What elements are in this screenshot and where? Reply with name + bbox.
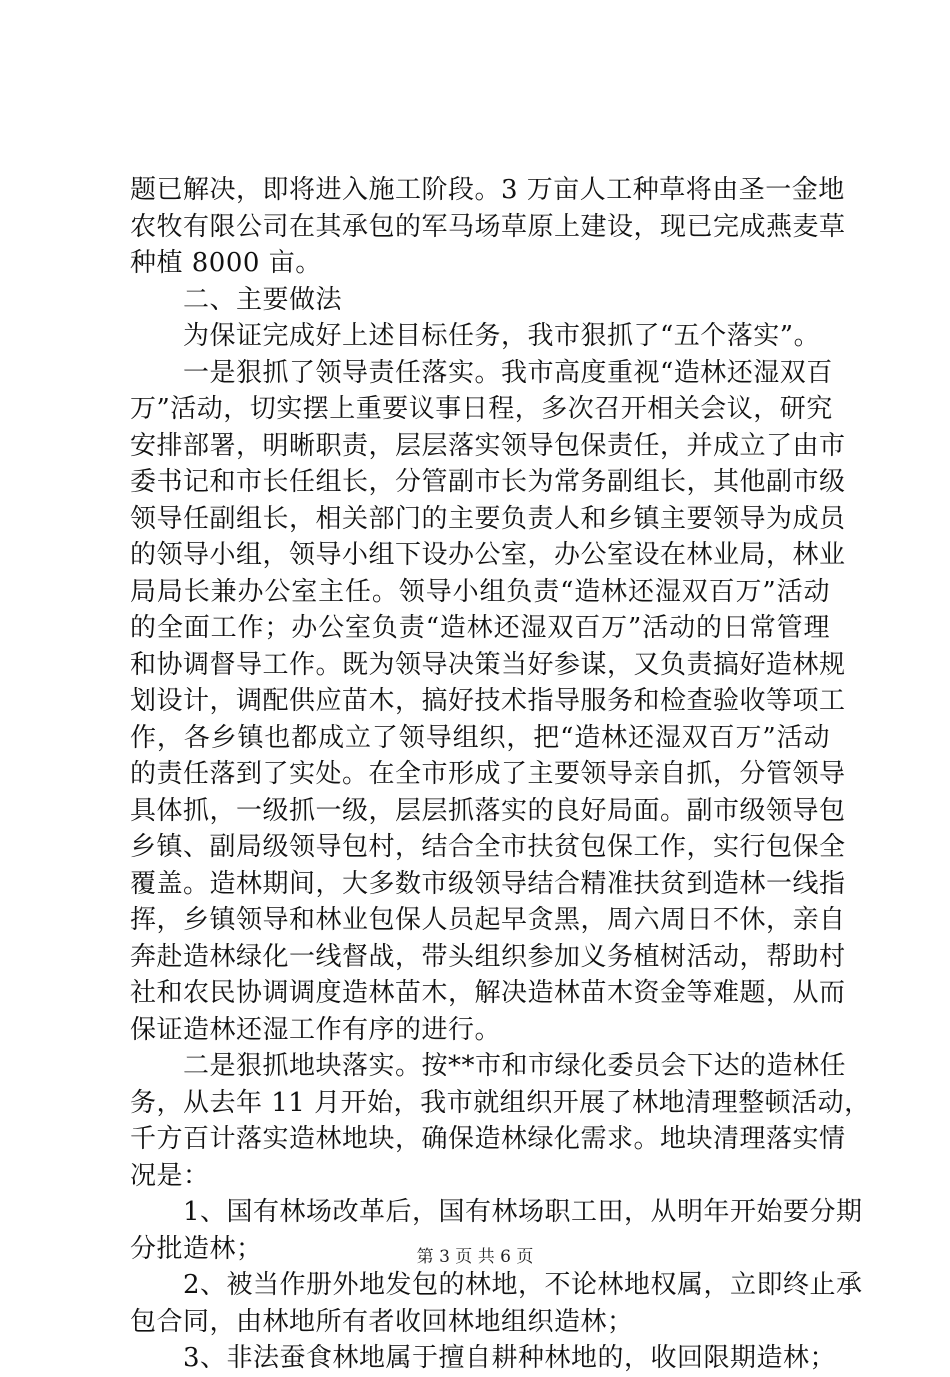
list-item: 3、非法蚕食林地属于擅自耕种林地的，收回限期造林； xyxy=(130,1343,837,1373)
text-line: 的领导小组，领导小组下设办公室，办公室设在林业局，林业 xyxy=(130,540,846,570)
text-line: 千方百计落实造林地块，确保造林绿化需求。地块清理落实情 xyxy=(130,1124,846,1154)
text-line: 安排部署，明晰职责，层层落实领导包保责任，并成立了由市 xyxy=(130,430,846,461)
text-line: 和协调督导工作。既为领导决策当好参谋，又负责搞好造林规 xyxy=(130,649,846,680)
text-line: 挥，乡镇领导和林业包保人员起早贪黑，周六周日不休，亲自 xyxy=(130,905,846,935)
text-line: 为保证完成好上述目标任务，我市狠抓了“五个落实”。 xyxy=(130,321,821,351)
text-line: 分批造林； xyxy=(130,1233,263,1264)
text-line: 况是： xyxy=(130,1160,210,1191)
text-line: 社和农民协调调度造林苗木，解决造林苗木资金等难题，从而 xyxy=(130,978,846,1008)
text-line: 领导任副组长，相关部门的主要负责人和乡镇主要领导为成员 xyxy=(130,503,846,534)
text-line: 具体抓，一级抓一级，层层抓落实的良好局面。副市级领导包 xyxy=(130,795,846,826)
text-line: 划设计，调配供应苗木，搞好技术指导服务和检查验收等项工 xyxy=(130,686,846,716)
text-line: 农牧有限公司在其承包的军马场草原上建设，现已完成燕麦草 xyxy=(130,211,846,242)
text-line: 二是狠抓地块落实。按**市和市绿化委员会下达的造林任 xyxy=(130,1051,847,1081)
text-line: 万”活动，切实摆上重要议事日程，多次召开相关会议，研究 xyxy=(130,394,833,424)
text-line: 乡镇、副局级领导包村，结合全市扶贫包保工作，实行包保全 xyxy=(130,832,846,862)
text-line: 的全面工作；办公室负责“造林还湿双百万”活动的日常管理 xyxy=(130,613,830,643)
text-line: 覆盖。造林期间，大多数市级领导结合精准扶贫到造林一线指 xyxy=(130,868,846,899)
text-line: 局局长兼办公室主任。领导小组负责“造林还湿双百万”活动 xyxy=(130,576,830,607)
text-line: 题已解决，即将进入施工阶段。3 万亩人工种草将由圣一金地 xyxy=(130,175,845,205)
text-line: 务，从去年 11 月开始，我市就组织开展了林地清理整顿活动， xyxy=(130,1087,871,1118)
text-line: 一是狠抓了领导责任落实。我市高度重视“造林还湿双百 xyxy=(130,357,833,388)
text-line: 种植 8000 亩。 xyxy=(130,248,322,278)
text-line: 作，各乡镇也都成立了领导组织，把“造林还湿双百万”活动 xyxy=(130,722,830,753)
text-line: 包合同，由林地所有者收回林地组织造林； xyxy=(130,1306,634,1337)
text-line: 保证造林还湿工作有序的进行。 xyxy=(130,1014,502,1045)
text-line: 委书记和市长任组长，分管副市长为常务副组长，其他副市级 xyxy=(130,467,846,497)
section-heading: 二、主要做法 xyxy=(130,284,343,315)
body-text xyxy=(130,172,871,1377)
list-item: 2、被当作册外地发包的林地，不论林地权属，立即终止承 xyxy=(130,1270,863,1300)
list-item: 1、国有林场改革后，国有林场职工田，从明年开始要分期 xyxy=(130,1197,863,1227)
page-number-footer: 第 3 页 共 6 页 xyxy=(416,1247,534,1267)
text-line: 的责任落到了实处。在全市形成了主要领导亲自抓，分管领导 xyxy=(130,759,846,789)
text-line: 奔赴造林绿化一线督战，带头组织参加义务植树活动，帮助村 xyxy=(130,941,846,972)
